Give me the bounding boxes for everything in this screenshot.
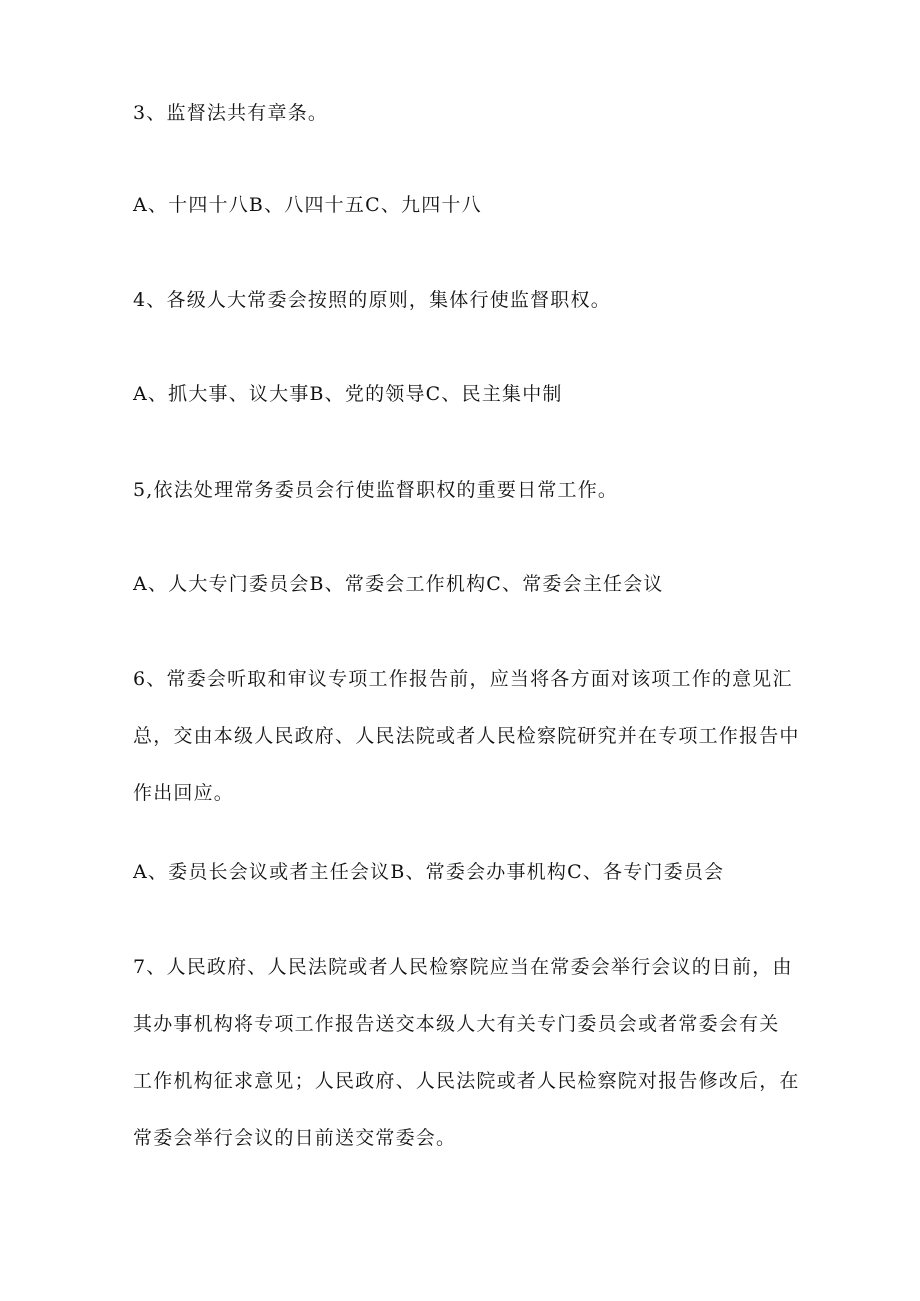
question-6-prompt-line: 6、常委会听取和审议专项工作报告前，应当将各方面对该项工作的意见汇 <box>133 668 793 690</box>
question-5-prompt: 5,依法处理常务委员会行使监督职权的重要日常工作。 <box>133 479 619 501</box>
question-7-prompt <box>133 955 800 1150</box>
question-4-options: A、抓大事、议大事B、党的领导C、民主集中制 <box>133 383 563 405</box>
question-3-prompt: 3、监督法共有章条。 <box>133 102 329 124</box>
question-6-prompt-line: 作出回应。 <box>133 782 235 804</box>
question-7-prompt-line: 工作机构征求意见；人民政府、人民法院或者人民检察院对报告修改后，在 <box>133 1070 800 1092</box>
question-3-options: A、十四十八B、八四十五C、九四十八 <box>133 194 482 216</box>
question-5-options: A、人大专门委员会B、常委会工作机构C、常委会主任会议 <box>133 573 664 595</box>
question-7-prompt-line: 常委会举行会议的日前送交常委会。 <box>133 1127 457 1149</box>
question-7-prompt-line: 其办事机构将专项工作报告送交本级人大有关专门委员会或者常委会有关 <box>133 1013 780 1035</box>
question-6-prompt-line: 总，交由本级人民政府、人民法院或者人民检察院研究并在专项工作报告中 <box>133 725 800 747</box>
question-6-prompt <box>133 667 800 805</box>
question-7-prompt-line: 7、人民政府、人民法院或者人民检察院应当在常委会举行会议的日前，由 <box>133 956 793 978</box>
question-4-prompt: 4、各级人大常委会按照的原则，集体行使监督职权。 <box>133 289 611 311</box>
question-6-options: A、委员长会议或者主任会议B、常委会办事机构C、各专门委员会 <box>133 861 725 883</box>
